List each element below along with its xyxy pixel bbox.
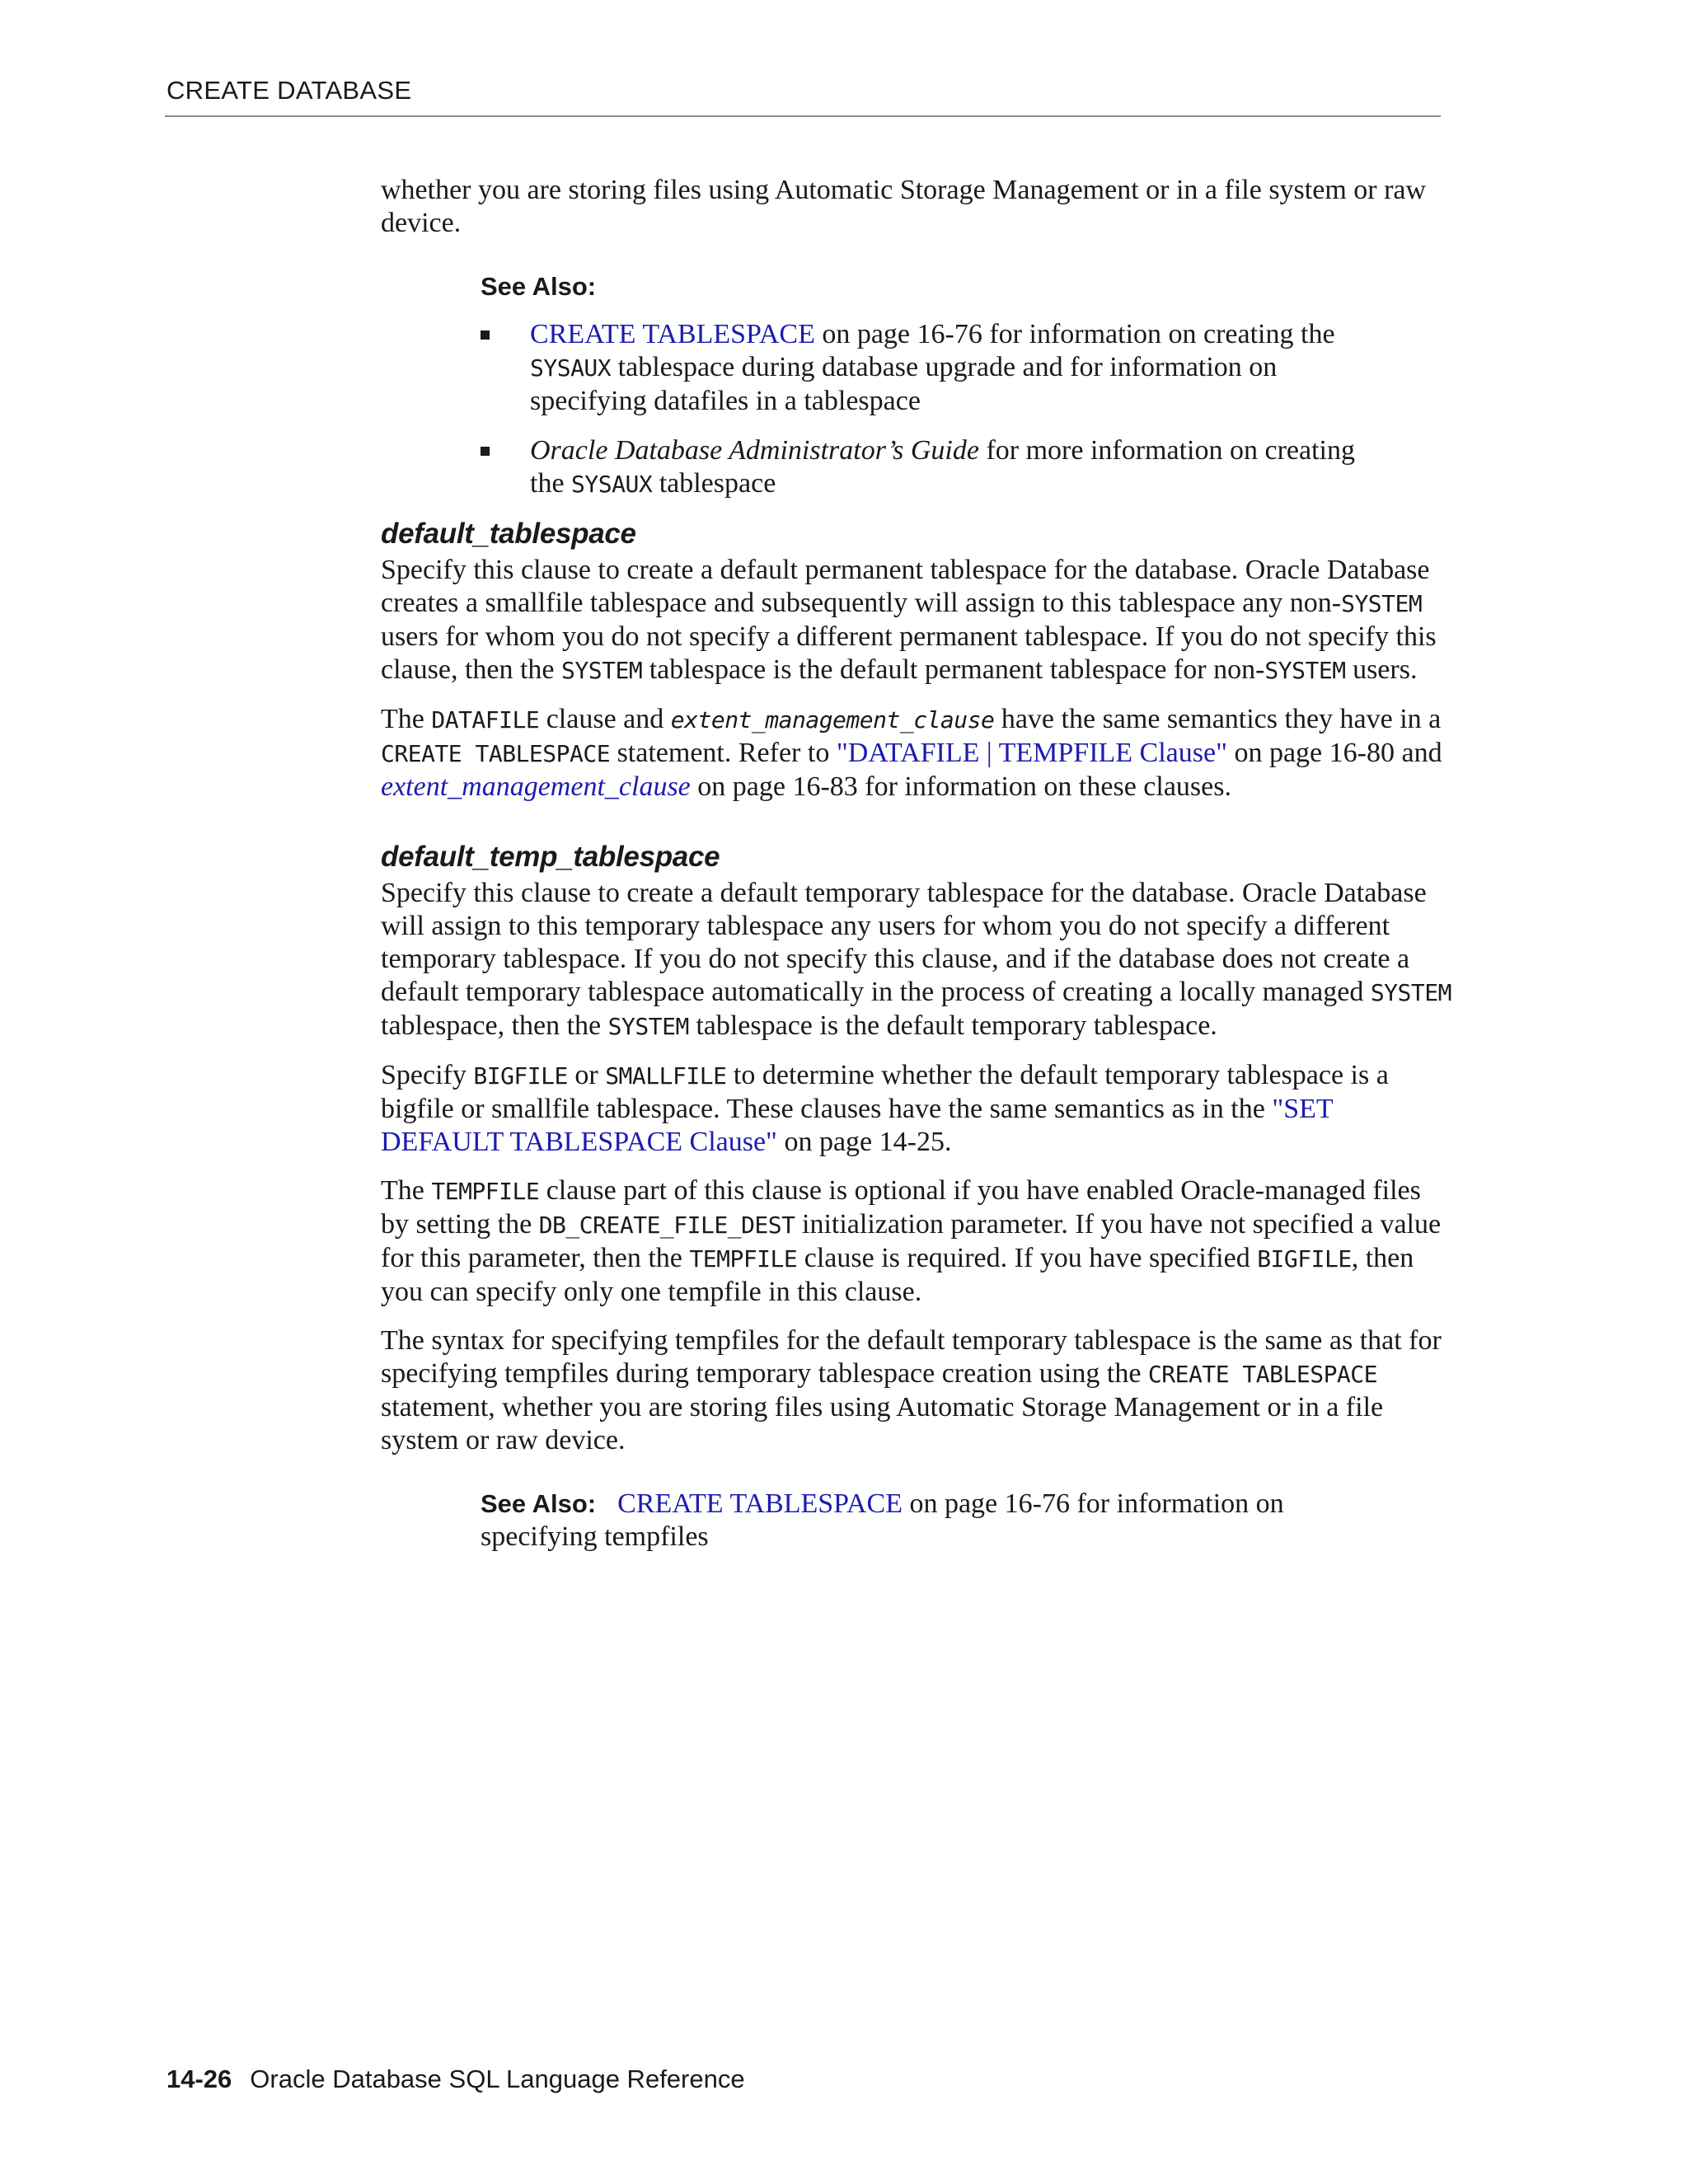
code-term: SYSTEM xyxy=(561,657,643,684)
text-run: Specify xyxy=(381,1060,474,1090)
code-term: SYSTEM xyxy=(1370,979,1451,1006)
text-run: The xyxy=(381,1175,432,1206)
code-term: TEMPFILE xyxy=(431,1178,540,1205)
datafile-tempfile-clause-link[interactable]: "DATAFILE | TEMPFILE Clause" xyxy=(836,738,1227,768)
see-also-text: tablespace xyxy=(652,468,776,499)
text-run: to determine whether the default temporary tablespace is a bigfile or smallfile tablespace. These clauses have the same semantics as in the xyxy=(381,1060,1389,1124)
code-term: DATAFILE xyxy=(431,706,540,733)
section-heading-default-temp-tablespace: default_temp_tablespace xyxy=(381,841,720,873)
section-heading-default-tablespace: default_tablespace xyxy=(381,518,636,550)
text-run: tablespace, then the xyxy=(381,1010,608,1041)
code-term: BIGFILE xyxy=(473,1062,568,1090)
text-run: on page 14-25. xyxy=(776,1127,952,1157)
see-also-text: for more information on creating the xyxy=(530,435,1355,499)
see-also-item xyxy=(481,434,1371,501)
see-also-box xyxy=(481,1488,1387,1554)
code-term: TEMPFILE xyxy=(689,1245,798,1272)
book-title-reference: Oracle Database Administrator’s Guide xyxy=(530,435,979,466)
body-paragraph xyxy=(381,554,1452,687)
text-run: statement. Refer to xyxy=(610,738,837,768)
code-term: SYSAUX xyxy=(571,471,653,498)
text-run: tablespace is the default permanent tablespace for non- xyxy=(642,654,1265,685)
text-run: tablespace is the default temporary tablespace. xyxy=(688,1010,1217,1041)
see-also-label: See Also: xyxy=(481,272,597,301)
text-run: users for whom you do not specify a different permanent tablespace. If you do not specify this clause, then the xyxy=(381,621,1437,685)
page-number: 14-26 xyxy=(166,2064,232,2093)
text-run: have the same semantics they have in a xyxy=(994,704,1442,734)
code-term: SYSTEM xyxy=(1341,590,1423,617)
text-run: on page 16-83 for information on these clauses. xyxy=(690,771,1231,802)
see-also-text: tablespace during database upgrade and for information on specifying datafiles in a tablespace xyxy=(530,352,1278,416)
code-term: BIGFILE xyxy=(1257,1245,1352,1272)
page-footer xyxy=(166,2064,745,2094)
text-run: users. xyxy=(1345,654,1418,685)
see-also-list xyxy=(481,318,1452,501)
see-also-text: on page 16-76 for information on creating the xyxy=(814,319,1335,349)
see-also-box xyxy=(481,270,1452,501)
text-run: Specify this clause to create a default permanent tablespace for the database. Oracle Database creates a smallfile tablespace and subsequently will assign to this tablespace any non- xyxy=(381,555,1430,618)
body-paragraph xyxy=(381,877,1452,1043)
text-run: clause and xyxy=(539,704,671,734)
body-paragraph xyxy=(381,1059,1452,1159)
create-tablespace-link[interactable]: CREATE TABLESPACE xyxy=(617,1488,903,1519)
page-body xyxy=(381,174,1452,1554)
code-term-italic: extent_management_clause xyxy=(670,706,995,733)
code-term: SYSAUX xyxy=(530,354,612,382)
body-paragraph xyxy=(381,1174,1452,1309)
text-run: Specify this clause to create a default temporary tablespace for the database. Oracle Database will assign to this temporary tablespace any users for whom you do not specify a different temporary tablespace. If you do not specify this clause, and if the database does not create a default temporary tablespace automatically in the process of creating a locally managed xyxy=(381,878,1427,1007)
code-term: CREATE TABLESPACE xyxy=(1147,1361,1377,1388)
extent-management-clause-link[interactable]: extent_management_clause xyxy=(381,771,691,802)
body-paragraph xyxy=(381,1324,1452,1457)
book-title: Oracle Database SQL Language Reference xyxy=(250,2064,745,2093)
code-term: CREATE TABLESPACE xyxy=(381,740,611,767)
code-term: SMALLFILE xyxy=(605,1062,727,1090)
code-term: SYSTEM xyxy=(1264,657,1346,684)
text-run: The xyxy=(381,704,432,734)
see-also-item xyxy=(481,318,1371,418)
set-default-tablespace-clause-link[interactable]: "SET DEFAULT TABLESPACE Clause" xyxy=(381,1094,1334,1157)
text-run: or xyxy=(567,1060,606,1090)
intro-paragraph: whether you are storing files using Automatic Storage Management or in a file system or raw device. xyxy=(381,175,1427,238)
header-rule xyxy=(165,115,1441,117)
square-bullet-icon xyxy=(481,330,490,340)
running-head-title: CREATE DATABASE xyxy=(166,76,412,105)
text-run: clause part of this clause is optional if you have enabled Oracle-managed files by setting the xyxy=(381,1175,1421,1240)
see-also-text: on page 16-76 for information on specifying tempfiles xyxy=(481,1488,1284,1552)
text-run: statement, whether you are storing files using Automatic Storage Management or in a file system or raw device. xyxy=(381,1392,1384,1455)
text-run: on page 16-80 and xyxy=(1226,738,1442,768)
text-run: The syntax for specifying tempfiles for the default temporary tablespace is the same as that for specifying tempfiles during temporary tablespace creation using the xyxy=(381,1325,1442,1389)
create-tablespace-link[interactable]: CREATE TABLESPACE xyxy=(530,319,815,349)
body-paragraph xyxy=(381,703,1452,804)
text-run: initialization parameter. If you have not specified a value for this parameter, then the xyxy=(381,1209,1442,1273)
code-term: DB_CREATE_FILE_DEST xyxy=(538,1212,795,1239)
see-also-label: See Also: xyxy=(481,1489,597,1518)
text-run: , then you can specify only one tempfile in this clause. xyxy=(381,1243,1414,1307)
code-term: SYSTEM xyxy=(607,1013,689,1040)
text-run: clause is required. If you have specified xyxy=(797,1243,1258,1273)
square-bullet-icon xyxy=(481,447,490,456)
